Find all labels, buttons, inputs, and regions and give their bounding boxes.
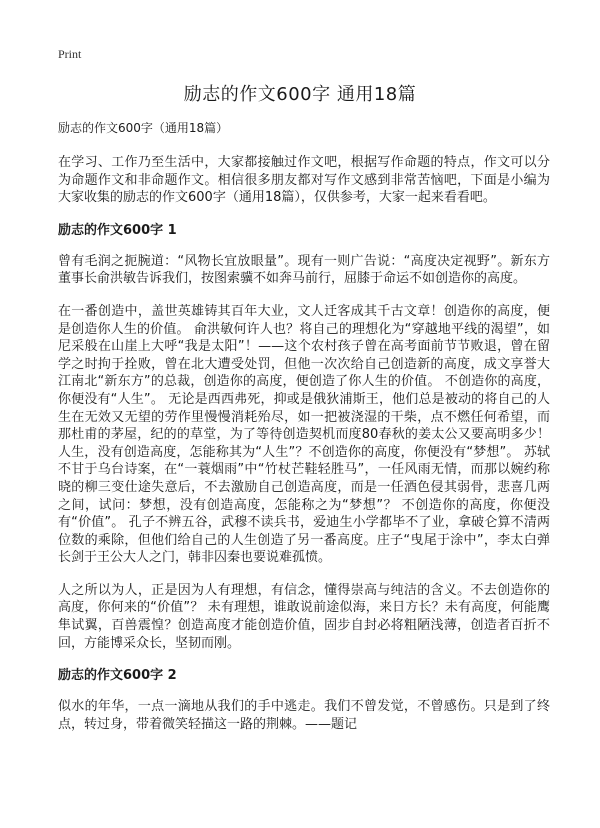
section-2-paragraph-1: 似水的年华，一点一滴地从我们的手中逃走。我们不曾发觉，不曾感伤。只是到了终点，转过身，带着微笑轻描这一路的荆棘。——题记 xyxy=(58,699,550,732)
section-1-paragraph-1: 曾有毛润之扼腕道：“风物长宜放眼量”。现有一则广告说：“高度决定视野”。新东方董事长俞洪敏告诉我们，按图索骥不如奔马前行，屈膝于命运不如创造你的高度。 xyxy=(58,253,550,287)
document-subtitle: 励志的作文600字（通用18篇） xyxy=(58,121,229,135)
print-link[interactable]: Print xyxy=(58,47,82,61)
section-heading-2: 励志的作文600字 2 xyxy=(58,668,177,684)
document-body xyxy=(58,120,550,748)
section-1-paragraph-2: 在一番创造中，盖世英雄铸其百年大业，文人迁客成其千古文章！创造你的高度，便是创造你人生的价值。 俞洪敏何许人也？将自己的理想化为“穿越地平线的渴望”，如尼采般在山崖上大呼“我是太阳”！——这个农村孩子曾在高考面前节节败退，曾在留学之时拘于拴败，曾在北大遭受处罚，但他一次次给自己创造新的高度，成文享誉大江南北“新东方”的总裁，创造你的高度，便创造了你人生的价值。 不创造你的高度，你便没有“人生”。 无论是西西弗死，抑或是俄狄浦斯王，他们总是被动的将自己的人生在无效又无望的劳作里慢慢消耗殆尽，如一把被浇湿的干柴，点不燃任何希望，而那杜甫的茅屋，纪的的草堂，为了等待创造契机而度80春秋的姜太公又要高明多少！人生，没有创造高度，怎能称其为“人生”？不创造你的高度，你便没有“梦想”。 苏轼不甘于乌台诗案，在“一蓑烟雨”中“竹杖芒鞋轻胜马”，一任风雨无情，而那以婉约称晓的柳三变仕途失意后，不去激励自己创造高度，而是一任酒色侵其弱骨，悲喜几两之间，试问：梦想，没有创造高度，怎能称之为“梦想”？ 不创造你的高度，你便没有“价值”。 孔子不辨五谷，武穆不读兵书，爱迪生小学都毕不了业，拿破仑算不清两位数的乘除，但他们给自己的人生创造了另一番高度。庄子“曳尾于涂中”，李太白弹长剑于王公大人之门，韩非囚秦也要说难孤愤。 xyxy=(58,303,550,566)
page-title: 励志的作文600字 通用18篇 xyxy=(183,84,417,105)
section-1-paragraph-3: 人之所以为人，正是因为人有理想，有信念，懂得崇高与纯洁的含义。不去创造你的高度，你何来的“价值”？ 未有理想，谁敢说前途似海，来日方长？未有高度，何能鹰隼试翼，百兽震惶？创造高度才能创造价值，固步自封必将粗陋浅薄，创造者百折不回，方能博采众长，坚韧而刚。 xyxy=(58,582,550,651)
section-heading-1: 励志的作文600字 1 xyxy=(58,222,177,238)
intro-paragraph: 在学习、工作乃至生活中，大家都接触过作文吧，根据写作命题的特点，作文可以分为命题作文和非命题作文。相信很多朋友都对写作文感到非常苦恼吧，下面是小编为大家收集的励志的作文600字（通用18篇），仅供参考，大家一起来看看吧。 xyxy=(58,155,550,206)
